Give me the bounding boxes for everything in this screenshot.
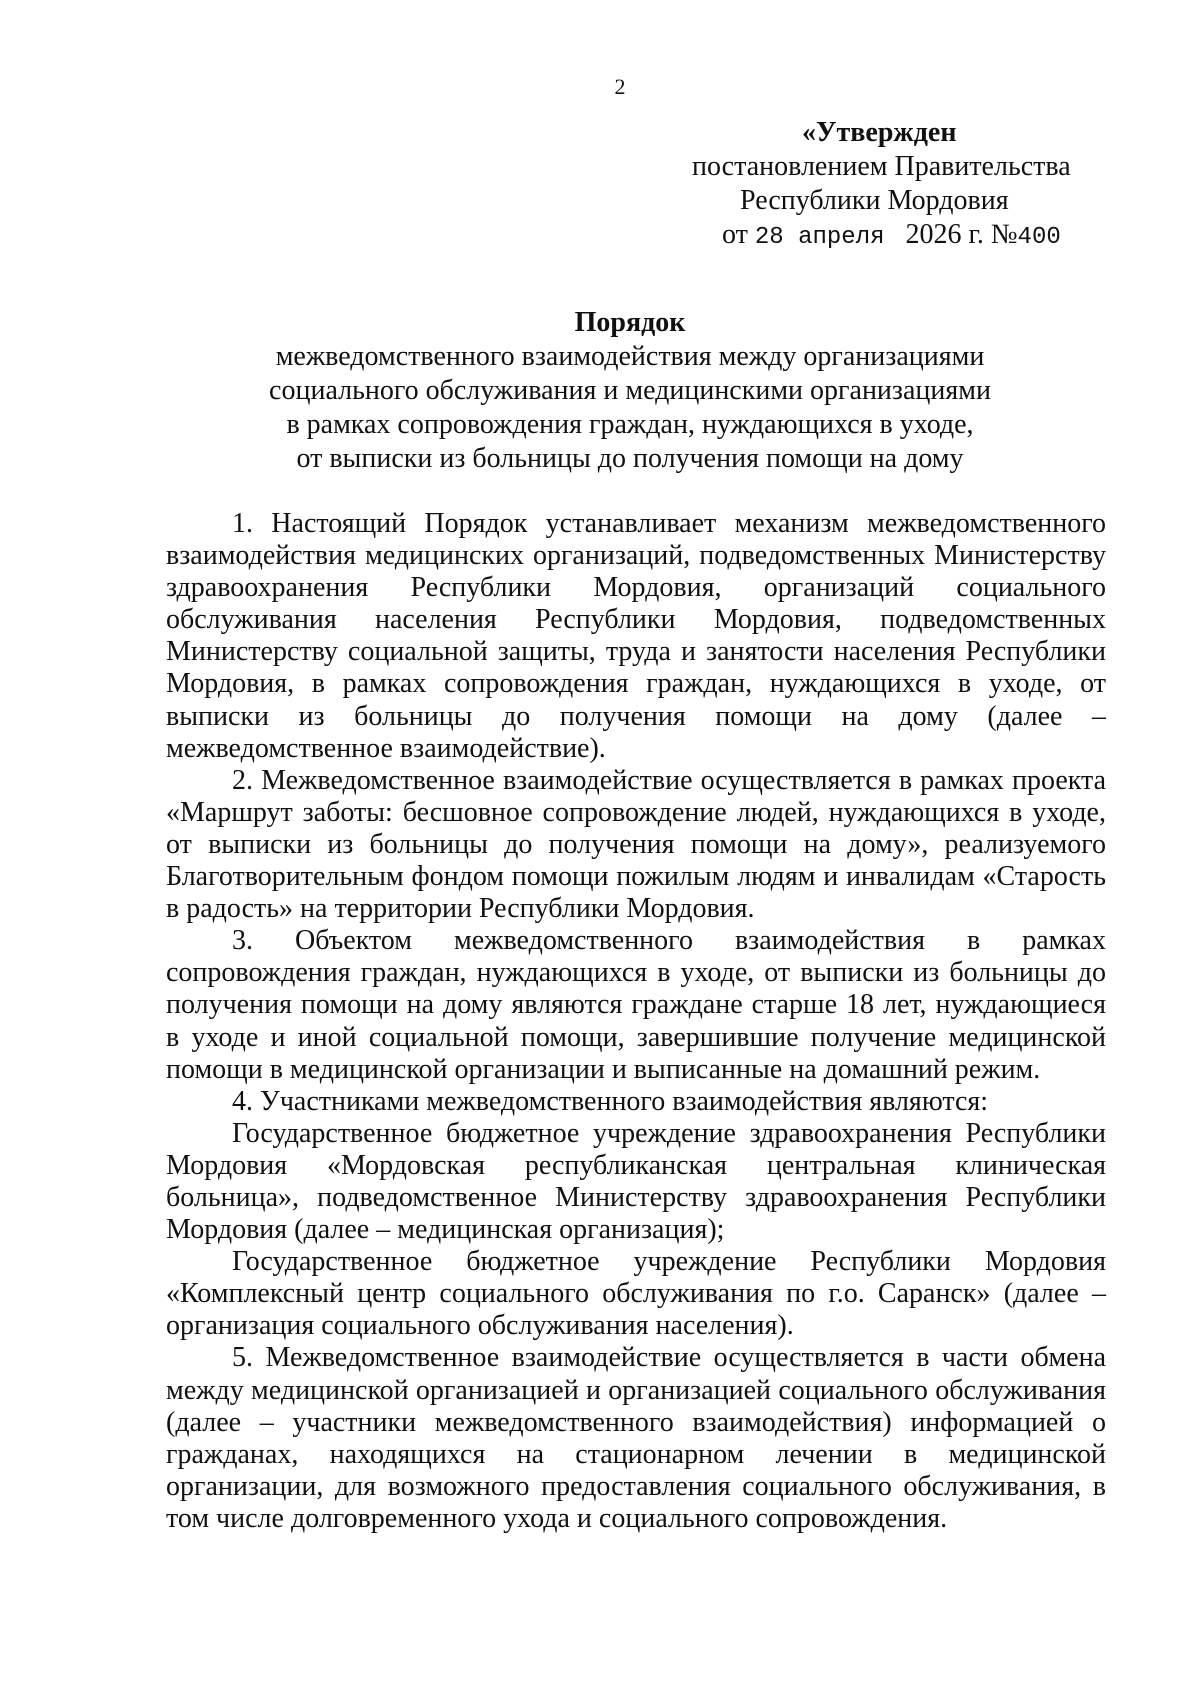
paragraph-3: 3. Объектом межведомственного взаимодействия в рамках сопровождения граждан, нуждающихся в уходе, от выписки из больницы до получения помощи на дому являются граждане старше 18 лет, нуждающиеся в уходе и иной социальной помощи, завершившие получение медицинской помощи в медицинской организации и выписанные на домашний режим. (166, 925, 1106, 1085)
document-title-block (160, 306, 1100, 476)
document-title: Порядок (574, 307, 686, 338)
paragraph-2: 2. Межведомственное взаимодействие осуществляется в рамках проекта «Маршрут заботы: бесшовное сопровождение людей, нуждающихся в уходе, от выписки из больницы до получения помощи на дому», реализуемого Благотворительным фондом помощи пожилым людям и инвалидам «Старость в радость» на территории Республики Мордовия. (166, 764, 1106, 925)
paragraph-1: 1. Настоящий Порядок устанавливает механизм межведомственного взаимодействия медицинских организаций, подведомственных Министерству здравоохранения Республики Мордовия, организаций социального обслуживания населения Республики Мордовия, подведомственных Министерству социальной защиты, труда и занятости населения Республики Мордовия, в рамках сопровождения граждан, нуждающихся в уходе, от выписки из больницы до получения помощи на дому (далее – межведомственное взаимодействие). (166, 508, 1106, 764)
document-subtitle-line: межведомственного взаимодействия между организациями (275, 341, 985, 372)
approval-title: «Утвержден (802, 117, 957, 148)
approval-number: 400 (1017, 224, 1061, 251)
document-subtitle-line: в рамках сопровождения граждан, нуждающихся в уходе, (286, 409, 974, 440)
document-subtitle-line: социального обслуживания и медицинскими организациями (269, 375, 991, 406)
page-number: 2 (614, 74, 626, 99)
participant-medical: Государственное бюджетное учреждение здравоохранения Республики Мордовия «Мордовская республиканская центральная клиническая больница», подведомственное Министерству здравоохранения Республики Мордовия (далее – медицинская организация); (166, 1117, 1106, 1246)
approval-year: 2026 г. № (905, 219, 1018, 250)
approval-issuer: постановлением Правительства (692, 151, 1071, 182)
approval-date-line (640, 218, 1110, 255)
document-subtitle-line: от выписки из больницы до получения помощи на дому (296, 443, 964, 474)
approval-region: Республики Мордовия (740, 185, 1009, 216)
approval-stamp (640, 116, 1110, 255)
paragraph-4: 4. Участниками межведомственного взаимодействия являются: (232, 1085, 989, 1117)
document-body (166, 508, 1106, 1535)
approval-date-prefix: от (722, 219, 748, 250)
paragraph-5: 5. Межведомственное взаимодействие осуществляется в части обмена между медицинской организацией и организацией социального обслуживания (далее – участники межведомственного взаимодействия) информацией о гражданах, находящихся на стационарном лечении в медицинской организации, для возможного предоставления социального обслуживания, в том числе долговременного ухода и социального сопровождения. (166, 1342, 1106, 1534)
participant-social: Государственное бюджетное учреждение Республики Мордовия «Комплексный центр социального обслуживания по г.о. Саранск» (далее – организация социального обслуживания населения). (166, 1246, 1106, 1342)
approval-date: 28 апреля (754, 224, 885, 251)
